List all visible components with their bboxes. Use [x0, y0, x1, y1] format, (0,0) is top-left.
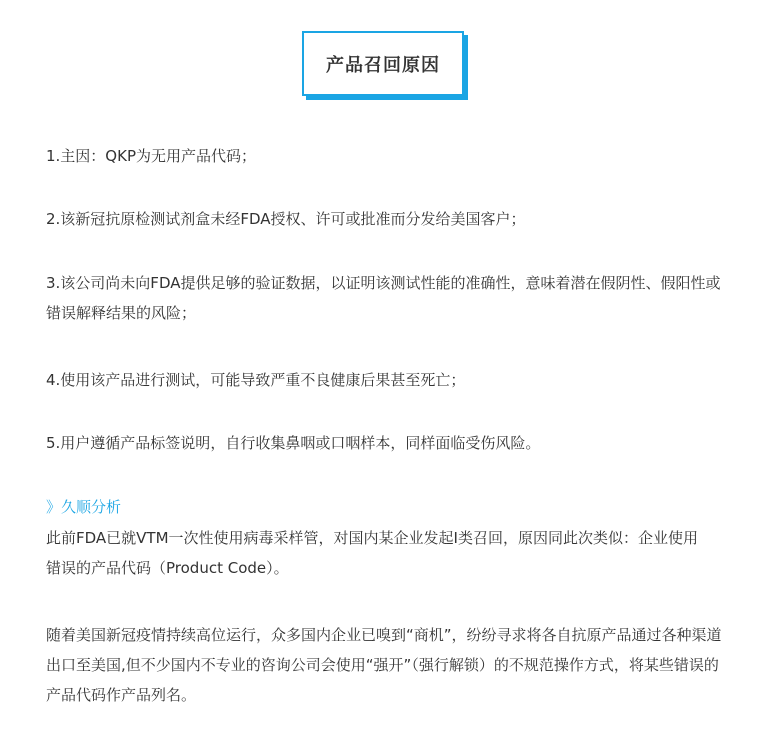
- reason-2: 2.该新冠抗原检测试剂盒未经FDA授权、许可或批准而分发给美国客户；: [46, 210, 526, 228]
- reason-1: 1.主因：QKP为无用产品代码；: [46, 147, 257, 165]
- reason-3: 3.该公司尚未向FDA提供足够的验证数据，以证明该测试性能的准确性，意味着潜在假阴性、假阳性或错误解释结果的风险；: [46, 274, 721, 322]
- reason-4: 4.使用该产品进行测试，可能导致严重不良健康后果甚至死亡；: [46, 371, 466, 389]
- analysis-paragraph-1: 此前FDA已就VTM一次性使用病毒采样管，对国内某企业发起I类召回，原因同此次类似：企业使用错误的产品代码（Product Code）。: [46, 529, 698, 577]
- reason-5: 5.用户遵循产品标签说明，自行收集鼻咽或口咽样本，同样面临受伤风险。: [46, 434, 541, 452]
- analysis-heading: 》久顺分析: [46, 498, 122, 516]
- page-title: 产品召回原因: [302, 31, 464, 96]
- analysis-paragraph-2: 随着美国新冠疫情持续高位运行，众多国内企业已嗅到“商机”，纷纷寻求将各自抗原产品通过各种渠道出口至美国,但不少国内不专业的咨询公司会使用“强开”（强行解锁）的不规范操作方式，将某些错误的产品代码作产品列名。: [46, 626, 722, 704]
- title-block: [302, 31, 468, 100]
